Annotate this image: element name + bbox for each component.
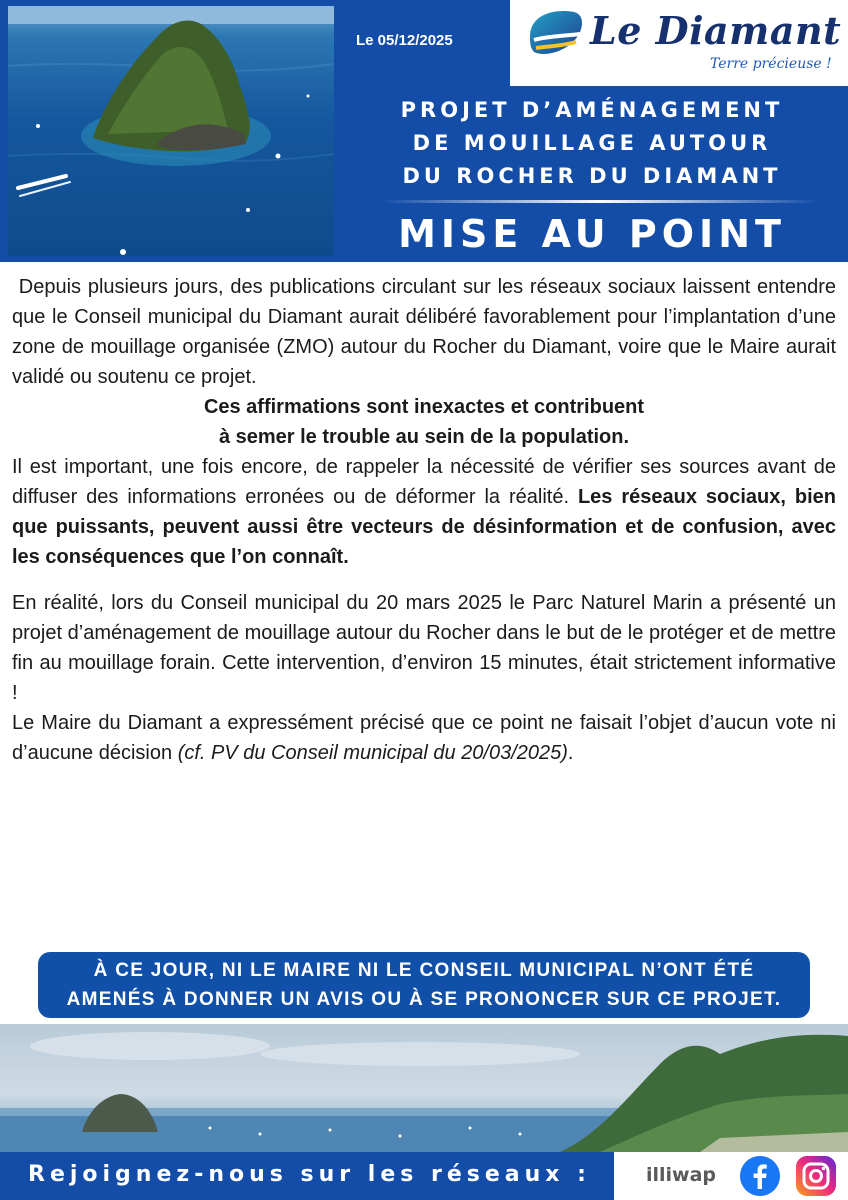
diamant-emblem-icon bbox=[522, 6, 586, 62]
project-title bbox=[346, 94, 838, 193]
logo-wordmark: Le Diamant bbox=[590, 8, 842, 53]
le-diamant-logo bbox=[510, 0, 848, 86]
paragraph-facts: En réalité, lors du Conseil municipal du 20 mars 2025 le Parc Naturel Marin a présenté un projet d’aménagement de mouillage autour du Rocher dans le but de le protéger et de mettre fin au mouillage forain. Cette intervention, d’environ 15 minutes, était strictement informative ! bbox=[12, 592, 836, 704]
coastline-photo bbox=[0, 1024, 848, 1152]
social-call-to-action: Rejoignez-nous sur les réseaux : bbox=[28, 1162, 591, 1187]
key-statement-line-1: Ces affirmations sont inexactes et contribuent bbox=[203, 396, 645, 418]
paragraph-intro: Depuis plusieurs jours, des publications circulant sur les réseaux sociaux laissent entendre que le Conseil municipal du Diamant aurait délibéré favorablement pour l’implantation d’une zone de mouillage organisée (ZMO) autour du Rocher du Diamant, voire que le Maire aurait validé ou soutenu ce projet. bbox=[12, 276, 836, 388]
paragraph-verification: Il est important, une fois encore, de rappeler la nécessité de vérifier ses sources avant de diffuser des informations erronées ou de déformer la réalité. Les réseaux sociaux, bien que puissants, peuvent aussi être vecteurs de désinformation et de confusion, avec les conséquences que l’on connaît. bbox=[12, 456, 836, 568]
headline: MISE AU POINT bbox=[398, 212, 786, 256]
title-divider bbox=[380, 200, 820, 203]
banner-line: À CE JOUR, NI LE MAIRE NI LE CONSEIL MUNICIPAL N’ONT ÉTÉ bbox=[93, 960, 755, 981]
instagram-icon[interactable] bbox=[796, 1156, 836, 1196]
logo-tagline: Terre précieuse ! bbox=[710, 56, 832, 72]
header-band bbox=[0, 0, 848, 262]
banner-line: AMENÉS À DONNER UN AVIS OU À SE PRONONCER SUR CE PROJET. bbox=[66, 989, 782, 1010]
paragraph-spacer bbox=[12, 572, 836, 588]
conclusion-banner bbox=[38, 952, 810, 1018]
publication-date: Le 05/12/2025 bbox=[356, 32, 453, 49]
facebook-icon[interactable] bbox=[740, 1156, 780, 1196]
footer-band bbox=[0, 1152, 848, 1200]
title-line: PROJET D’AMÉNAGEMENT bbox=[400, 98, 784, 122]
bold-warning: Les réseaux sociaux, bien que puissants, peuvent aussi être vecteurs de désinformation et de confusion, avec les conséquences que l’on connaît. bbox=[12, 486, 836, 568]
rocher-du-diamant-photo bbox=[8, 6, 334, 256]
paragraph-mayor: Le Maire du Diamant a expressément précisé que ce point ne faisait l’objet d’aucun vote ni d’aucune décision (cf. PV du Conseil municipal du 20/03/2025). bbox=[12, 712, 836, 764]
title-line: DE MOUILLAGE AUTOUR bbox=[412, 131, 772, 155]
title-line: DU ROCHER DU DIAMANT bbox=[402, 164, 782, 188]
article-body bbox=[12, 272, 836, 768]
pv-reference: (cf. PV du Conseil municipal du 20/03/2025) bbox=[177, 742, 568, 764]
key-statement-line-2: à semer le trouble au sein de la population. bbox=[218, 426, 630, 448]
illiwap-logo[interactable]: illiwap bbox=[646, 1164, 717, 1186]
